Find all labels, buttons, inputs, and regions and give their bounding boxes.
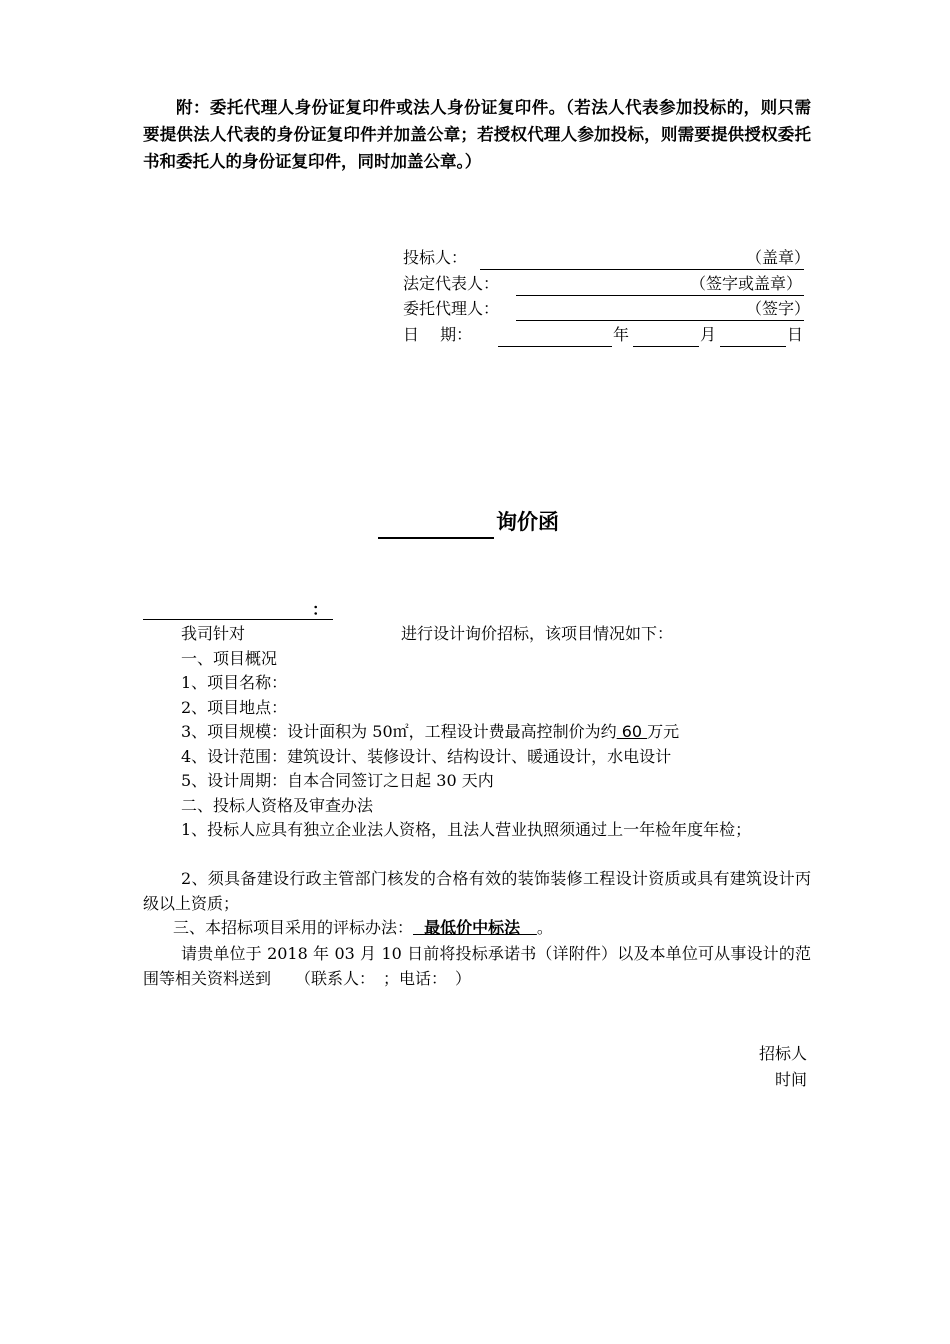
- item-design-period: 5、设计周期：自本合同签订之日起 30 天内: [181, 771, 494, 790]
- month-label: 月: [700, 325, 717, 344]
- requirement-2: 2、须具备建设行政主管部门核发的合格有效的装饰装修工程设计资质或具有建筑设计丙级以上资质；: [143, 869, 811, 913]
- day-line[interactable]: [720, 345, 786, 347]
- agent-label: 委托代理人：: [403, 299, 500, 318]
- legal-rep-note: （签字或盖章）: [690, 274, 803, 293]
- bidder-note: （盖章）: [746, 248, 811, 267]
- max-fee-value: 60: [616, 722, 648, 741]
- bidder-label: 投标人：: [403, 248, 468, 267]
- title-blank[interactable]: [378, 511, 494, 539]
- section1-heading: 一、项目概况: [181, 649, 278, 668]
- agent-note: （签字）: [746, 299, 811, 318]
- section3-line: [143, 916, 841, 941]
- issuer-label: 招标人: [758, 1044, 807, 1063]
- scale-unit: 万元: [647, 722, 680, 741]
- year-line[interactable]: [498, 345, 612, 347]
- addressee-line[interactable]: [143, 618, 333, 620]
- addressee-colon: ：: [312, 600, 329, 619]
- intro-a: 我司针对: [181, 624, 246, 643]
- intro-line: [143, 622, 849, 647]
- item-project-scale: [143, 720, 849, 745]
- year-label: 年: [613, 325, 630, 344]
- section3-text: 三、本招标项目采用的评标办法：: [173, 918, 414, 937]
- evaluation-method: 最低价中标法: [413, 918, 537, 937]
- legal-rep-label: 法定代表人：: [403, 274, 500, 293]
- date-label: 日 期：: [403, 325, 473, 344]
- item-design-scope: 4、设计范围：建筑设计、装修设计、结构设计、暖通设计，水电设计: [181, 747, 672, 766]
- section3-end: 。: [536, 918, 553, 937]
- item-project-name: 1、项目名称：: [181, 673, 288, 692]
- time-label: 时间: [774, 1070, 807, 1089]
- section2-heading: 二、投标人资格及审查办法: [181, 796, 374, 815]
- scale-text: 3、项目规模：设计面积为 50㎡，工程设计费最高控制价为约: [181, 722, 617, 741]
- letter-title: [378, 505, 559, 539]
- title-text: 询价函: [496, 510, 559, 534]
- attachment-note: 附：委托代理人身份证复印件或法人身份证复印件。（若法人代表参加投标的，则只需要提供法人代表的身份证复印件并加盖公章；若授权代理人参加投标，则需要提供授权委托书和委托人的身份证复印件，同时加盖公章。）: [143, 98, 811, 171]
- month-line[interactable]: [633, 345, 699, 347]
- item-project-location: 2、项目地点：: [181, 698, 288, 717]
- day-label: 日: [787, 325, 804, 344]
- intro-b: 进行设计询价招标，该项目情况如下：: [401, 624, 674, 643]
- submission-request: 请贵单位于 2018 年 03 月 10 日前将投标承诺书（详附件）以及本单位可从事设计的范围等相关资料送到 （联系人： ；电话： ）: [143, 944, 811, 988]
- requirement-1: 1、投标人应具有独立企业法人资格，且法人营业执照须通过上一年检年度年检；: [181, 820, 752, 839]
